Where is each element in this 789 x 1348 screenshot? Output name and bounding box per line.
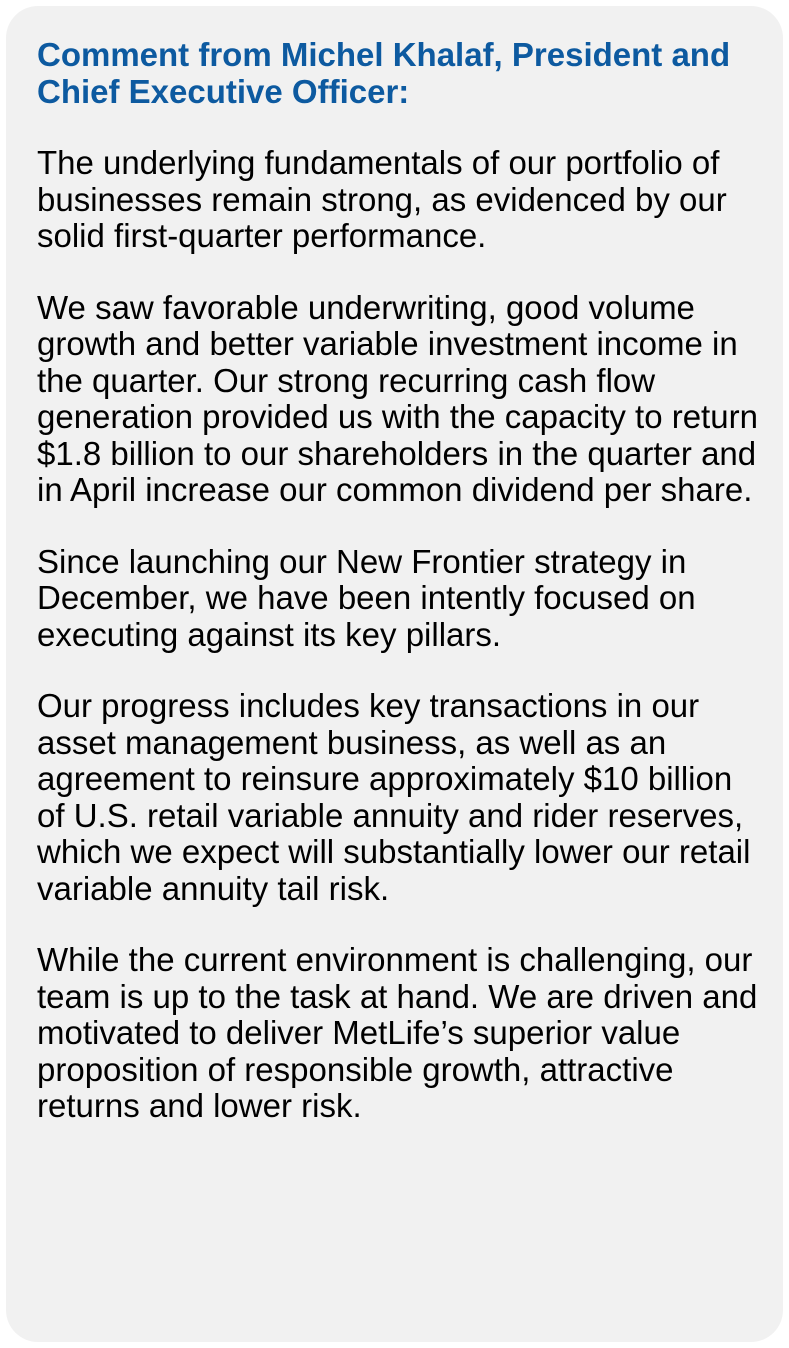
quote-heading: Comment from Michel Khalaf, President and Chief Executive Officer:: [37, 36, 731, 110]
quote-paragraph-5: While the current environment is challenging, our team is up to the task at hand. We are driven and motivated to deliver MetLife’s superior value proposition of responsible growth, attractive returns and lower risk.: [37, 941, 758, 1124]
quote-paragraph-1: The underlying fundamentals of our portfolio of businesses remain strong, as evidenced by our solid first-quarter performance.: [37, 144, 727, 254]
quote-paragraph-2: We saw favorable underwriting, good volume growth and better variable investment income in the quarter. Our strong recurring cash flow generation provided us with the capacity to return $1.8 billion to our shareholders in the quarter and in April increase our common dividend per share.: [37, 288, 758, 508]
quote-card: [6, 6, 783, 1342]
quote-paragraph-3: Since launching our New Frontier strategy in December, we have been intently focused on executing against its key pillars.: [37, 542, 696, 653]
quote-paragraph-4: Our progress includes key transactions in our asset management business, as well as an agreement to reinsure approximately $10 billion of U.S. retail variable annuity and rider reserves, which we expect will substantially lower our retail variable annuity tail risk.: [37, 687, 751, 907]
